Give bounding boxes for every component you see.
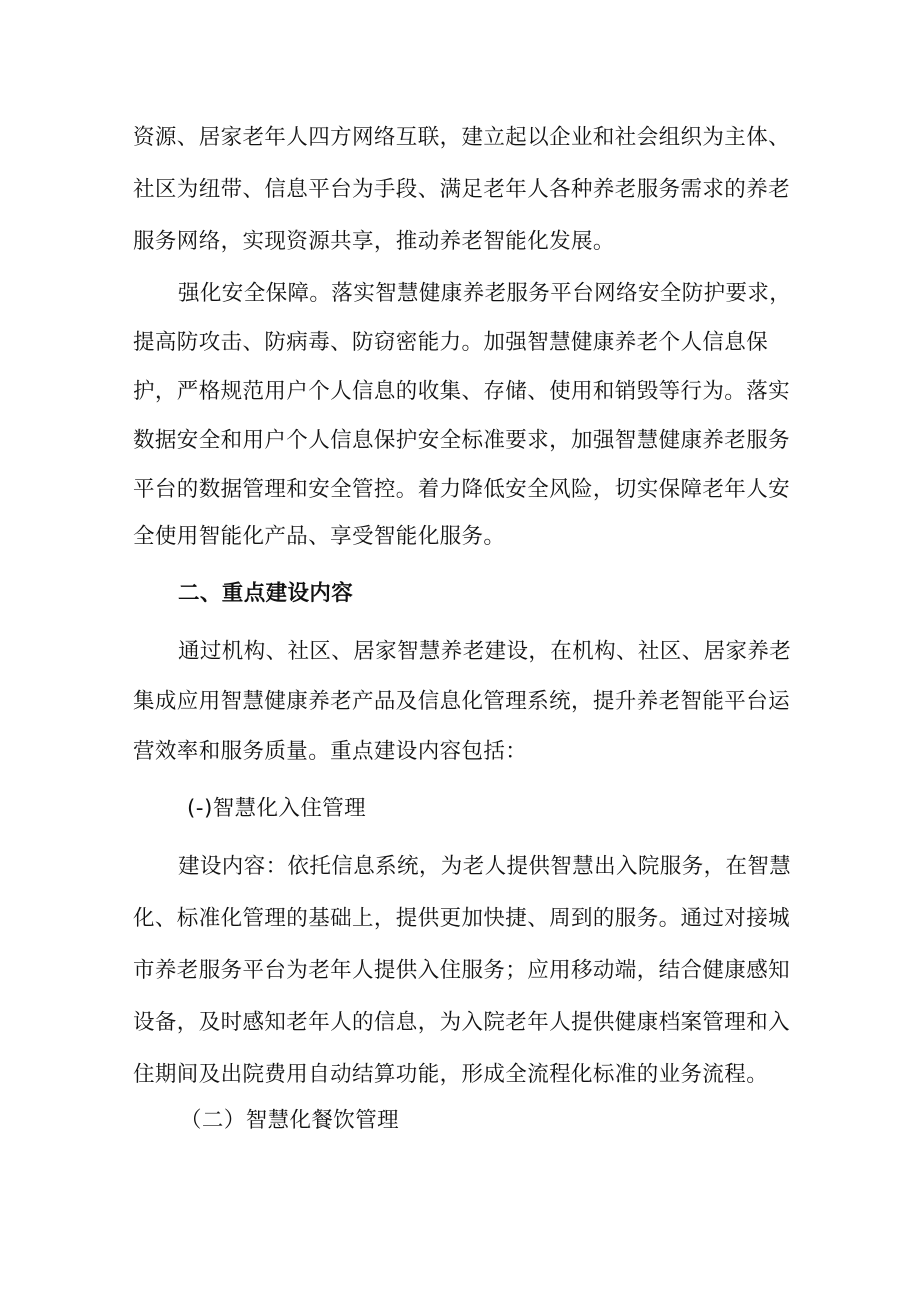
paragraph-2-line-3: 护，严格规范用户个人信息的收集、存储、使用和销毁等行为。落实 xyxy=(133,379,791,404)
paragraph-2-line-4: 数据安全和用户个人信息保护安全标准要求，加强智慧健康养老服务 xyxy=(133,428,791,453)
subsection-heading-1: (-)智慧化入住管理 xyxy=(187,796,367,821)
paragraph-4-line-2: 化、标准化管理的基础上，提供更加快捷、周到的服务。通过对接城 xyxy=(133,906,791,931)
paragraph-4-line-3: 市养老服务平台为老年人提供入住服务；应用移动端，结合健康感知 xyxy=(133,958,791,983)
paragraph-3-line-3: 营效率和服务质量。重点建设内容包括： xyxy=(133,739,528,764)
paragraph-2-line-2: 提高防攻击、防病毒、防窃密能力。加强智慧健康养老个人信息保 xyxy=(133,330,769,355)
paragraph-3-line-1: 通过机构、社区、居家智慧养老建设，在机构、社区、居家养老 xyxy=(178,639,792,664)
paragraph-2-line-1: 强化安全保障。落实智慧健康养老服务平台网络安全防护要求， xyxy=(178,281,792,306)
paragraph-1-line-2: 社区为纽带、信息平台为手段、满足老年人各种养老服务需求的养老 xyxy=(133,177,791,202)
subsection-heading-2: （二）智慧化餐饮管理 xyxy=(180,1108,400,1133)
paragraph-4-line-4: 设备，及时感知老年人的信息，为入院老年人提供健康档案管理和入 xyxy=(133,1010,791,1035)
paragraph-4-line-5: 住期间及出院费用自动结算功能，形成全流程化标准的业务流程。 xyxy=(133,1062,769,1087)
paragraph-2-line-6: 全使用智能化产品、享受智能化服务。 xyxy=(133,524,506,549)
paragraph-3-line-2: 集成应用智慧健康养老产品及信息化管理系统，提升养老智能平台运 xyxy=(133,689,791,714)
paragraph-1-line-3: 服务网络，实现资源共享，推动养老智能化发展。 xyxy=(133,229,615,254)
section-heading: 二、重点建设内容 xyxy=(178,581,354,606)
paragraph-1-line-1: 资源、居家老年人四方网络互联，建立起以企业和社会组织为主体、 xyxy=(133,125,791,150)
paragraph-4-line-1: 建设内容：依托信息系统，为老人提供智慧出入院服务，在智慧 xyxy=(178,854,792,879)
paragraph-2-line-5: 平台的数据管理和安全管控。着力降低安全风险，切实保障老年人安 xyxy=(133,477,791,502)
